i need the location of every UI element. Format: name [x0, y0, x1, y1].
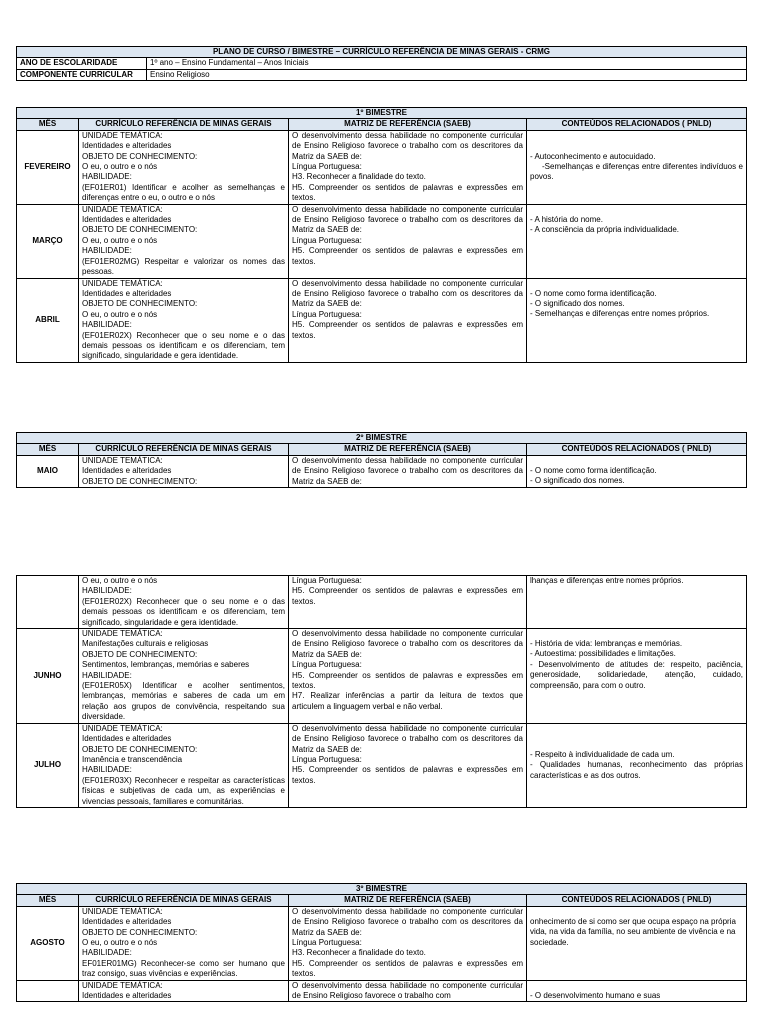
cell-line: Identidades e alteridades [82, 215, 172, 225]
cell-line: O desenvolvimento dessa habilidade no componente curricular de Ensino Religioso favorece o trabalho com os descritores da Matriz da SAEB de: [292, 455, 523, 486]
month-cell [17, 576, 79, 629]
cell-line: Identidades e alteridades [82, 288, 172, 298]
cell-line: O eu, o outro e o nós [82, 162, 158, 172]
table-row [17, 278, 747, 362]
matrix-cell [289, 980, 527, 1002]
cell-line: O eu, o outro e o nós [82, 235, 158, 245]
month-cell: AGOSTO [17, 906, 79, 980]
cell-line: Língua Portuguesa: [292, 938, 362, 948]
month-cell: MARÇO [17, 204, 79, 278]
curriculum-cell [79, 723, 289, 807]
cell-line: HABILIDADE: [82, 586, 132, 596]
contents-cell [527, 906, 747, 980]
cell-line: O eu, o outro e o nós [82, 938, 158, 948]
grade-label: ANO DE ESCOLARIDADE [17, 58, 147, 69]
cell-line: - Respeito à individualidade de cada um. [530, 749, 675, 759]
cell-line: OBJETO DE CONHECIMENTO: [82, 151, 198, 161]
curriculum-cell [79, 906, 289, 980]
table-row [17, 723, 747, 807]
matrix-cell [289, 723, 527, 807]
matrix-cell [289, 130, 527, 204]
cell-line: O desenvolvimento dessa habilidade no componente curricular de Ensino Religioso favorece o trabalho com os descritores da Matriz da SAEB de: [292, 278, 523, 309]
matrix-cell [289, 629, 527, 724]
cell-line: - Autoestima: possibilidades e limitações. [530, 649, 676, 659]
cell-line: (EF01ER02X) Reconhecer que o seu nome e o das demais pessoas os identificam e os diferenciam, tem significado, singularidade e gera identidade. [82, 596, 285, 627]
cell-line: OBJETO DE CONHECIMENTO: [82, 744, 198, 754]
matrix-cell [289, 455, 527, 487]
component-value: Ensino Religioso [147, 69, 747, 80]
col-month-header: MÊS [17, 444, 79, 455]
cell-line: UNIDADE TEMÁTICA: [82, 906, 163, 916]
table-row [17, 455, 747, 487]
contents-cell [527, 576, 747, 629]
table-row [17, 629, 747, 724]
cell-line: Manifestações culturais e religiosas [82, 639, 209, 649]
col-matrix-header: MATRIZ DE REFERÊNCIA (SAEB) [289, 895, 527, 906]
bimester-1-table [16, 107, 747, 363]
cell-line: HABILIDADE: [82, 246, 132, 256]
bimester-title: 1º BIMESTRE [17, 108, 747, 119]
cell-line: - Desenvolvimento de atitudes de: respeito, paciência, generosidade, solidariedade, atenção, cuidado, compreensão, para com o outro. [530, 659, 743, 690]
curriculum-cell [79, 980, 289, 1002]
contents-cell [527, 278, 747, 362]
cell-line: HABILIDADE: [82, 670, 132, 680]
cell-line: Sentimentos, lembranças, memórias e saberes [82, 660, 250, 670]
bimester-title: 2º BIMESTRE [17, 433, 747, 444]
header-table [16, 46, 747, 81]
cell-line: - História de vida: lembranças e memórias. [530, 639, 683, 649]
cell-line: H7. Realizar inferências a partir da leitura de textos que articulem a linguagem verbal e não verbal. [292, 691, 523, 711]
cell-line: O eu, o outro e o nós [82, 309, 158, 319]
cell-line: H3. Reconhecer a finalidade do texto. [292, 172, 426, 182]
cell-line: Língua Portuguesa: [292, 162, 362, 172]
table-row [17, 980, 747, 1002]
cell-line: Identidades e alteridades [82, 734, 172, 744]
contents-cell [527, 980, 747, 1002]
col-month-header: MÊS [17, 119, 79, 130]
cell-line: - Qualidades humanas, reconhecimento das próprias características e as dos outros. [530, 760, 743, 780]
curriculum-cell [79, 455, 289, 487]
cell-line: (EF01ER03X) Reconhecer e respeitar as características físicas e subjetivas de cada um, as experiências e vivencias pessoais, familiares e comunitárias. [82, 775, 285, 806]
cell-line: UNIDADE TEMÁTICA: [82, 629, 163, 639]
matrix-cell [289, 576, 527, 629]
cell-line: (EF01ER02X) Reconhecer que o seu nome e o das demais pessoas os identificam e os diferenciam, tem significado, singularidade e gera identidade. [82, 330, 285, 361]
cell-line: (EF01ER01) Identificar e acolher as semelhanças e diferenças entre o eu, o outro e o nós [82, 182, 285, 203]
month-cell: JUNHO [17, 629, 79, 724]
col-month-header: MÊS [17, 895, 79, 906]
curriculum-cell [79, 629, 289, 724]
bimester-title: 3º BIMESTRE [17, 884, 747, 895]
cell-line: Língua Portuguesa: [292, 754, 362, 764]
cell-line: HABILIDADE: [82, 320, 132, 330]
col-contents-header: CONTEÚDOS RELACIONADOS ( PNLD) [527, 895, 747, 906]
bimester-2-table [16, 432, 747, 488]
cell-line: H5. Compreender os sentidos de palavras e expressões em textos. [292, 320, 523, 340]
cell-line: O desenvolvimento dessa habilidade no componente curricular de Ensino Religioso favorece o trabalho com os descritores da Matriz da SAEB de: [292, 723, 523, 754]
col-curriculum-header: CURRÍCULO REFERÊNCIA DE MINAS GERAIS [79, 895, 289, 906]
cell-line: O desenvolvimento dessa habilidade no componente curricular de Ensino Religioso favorece o trabalho com [292, 980, 523, 1001]
matrix-cell [289, 204, 527, 278]
cell-line: OBJETO DE CONHECIMENTO: [82, 649, 198, 659]
contents-cell [527, 629, 747, 724]
cell-line: - O significado dos nomes. [530, 476, 625, 486]
cell-line: O desenvolvimento dessa habilidade no componente curricular de Ensino Religioso favorece o trabalho com os descritores da Matriz da SAEB de: [292, 130, 523, 161]
cell-line: OBJETO DE CONHECIMENTO: [82, 225, 198, 235]
cell-line: (EF01ER02MG) Respeitar e valorizar os nomes das pessoas. [82, 256, 285, 277]
cell-line: Língua Portuguesa: [292, 309, 362, 319]
component-label: COMPONENTE CURRICULAR [17, 69, 147, 80]
cell-line: - O significado dos nomes. [530, 298, 625, 308]
table-row [17, 204, 747, 278]
cell-line: lhanças e diferenças entre nomes próprios. [530, 576, 684, 585]
cell-line: UNIDADE TEMÁTICA: [82, 278, 163, 288]
cell-line: - O desenvolvimento humano e suas [530, 990, 661, 1000]
cell-line: Identidades e alteridades [82, 917, 172, 927]
cell-line: - O nome como forma identificação. [530, 465, 657, 475]
cell-line: OBJETO DE CONHECIMENTO: [82, 476, 198, 486]
curriculum-cell [79, 576, 289, 629]
bimester-3-table [16, 883, 747, 1002]
bimester-2-continuation-table [16, 575, 747, 808]
cell-line: H5. Compreender os sentidos de palavras e expressões em textos. [292, 670, 523, 691]
month-cell: JULHO [17, 723, 79, 807]
cell-line: - Autoconhecimento e autocuidado. [530, 151, 656, 161]
col-matrix-header: MATRIZ DE REFERÊNCIA (SAEB) [289, 444, 527, 455]
cell-line: OBJETO DE CONHECIMENTO: [82, 927, 198, 937]
month-cell: FEVEREIRO [17, 130, 79, 204]
cell-line: UNIDADE TEMÁTICA: [82, 980, 163, 990]
matrix-cell [289, 906, 527, 980]
cell-line: - A consciência da própria individualidade. [530, 225, 679, 235]
month-cell [17, 980, 79, 1002]
cell-line: UNIDADE TEMÁTICA: [82, 723, 163, 733]
cell-line: H5. Compreender os sentidos de palavras e expressões em textos. [292, 246, 523, 266]
month-cell: MAIO [17, 455, 79, 487]
cell-line: - A história do nome. [530, 214, 603, 224]
cell-line: Imanência e transcendência [82, 754, 183, 764]
cell-line: H3. Reconhecer a finalidade do texto. [292, 948, 426, 958]
contents-cell [527, 204, 747, 278]
cell-line: onhecimento de si como ser que ocupa espaço na própria vida, na vida da família, no seu ambiente de vivência e na sociedade. [530, 916, 736, 947]
cell-line: HABILIDADE: [82, 765, 132, 775]
cell-line: Identidades e alteridades [82, 991, 172, 1001]
cell-line: H5. Compreender os sentidos de palavras e expressões em textos. [292, 586, 523, 606]
cell-line: Língua Portuguesa: [292, 235, 362, 245]
cell-line: H5. Compreender os sentidos de palavras e expressões em textos. [292, 765, 523, 785]
cell-line: HABILIDADE: [82, 948, 132, 958]
table-row [17, 130, 747, 204]
curriculum-cell [79, 204, 289, 278]
table-row [17, 576, 747, 629]
matrix-cell [289, 278, 527, 362]
cell-line: - O nome como forma identificação. [530, 288, 657, 298]
plan-title: PLANO DE CURSO / BIMESTRE – CURRÍCULO REFERÊNCIA DE MINAS GERAIS - CRMG [17, 47, 747, 58]
cell-line: O desenvolvimento dessa habilidade no componente curricular de Ensino Religioso favorece o trabalho com os descritores da Matriz da SAEB de: [292, 204, 523, 235]
cell-line: UNIDADE TEMÁTICA: [82, 455, 163, 465]
cell-line: Língua Portuguesa: [292, 660, 362, 670]
cell-line: Identidades e alteridades [82, 466, 172, 476]
cell-line: - Semelhanças e diferenças entre nomes próprios. [530, 309, 710, 319]
col-curriculum-header: CURRÍCULO REFERÊNCIA DE MINAS GERAIS [79, 119, 289, 130]
contents-cell [527, 455, 747, 487]
curriculum-cell [79, 130, 289, 204]
cell-line: UNIDADE TEMÁTICA: [82, 130, 163, 140]
cell-line: (EF01ER05X) Identificar e acolher sentimentos, lembranças, memórias e saberes de cada um em relação aos grupos de convivência, respeitando sua diversidade. [82, 681, 285, 722]
cell-line: O desenvolvimento dessa habilidade no componente curricular de Ensino Religioso favorece o trabalho com os descritores da Matriz da SAEB de: [292, 906, 523, 937]
cell-line: O desenvolvimento dessa habilidade no componente curricular de Ensino Religioso favorece o trabalho com os descritores da Matriz da SAEB de: [292, 629, 523, 659]
col-contents-header: CONTEÚDOS RELACIONADOS ( PNLD) [527, 119, 747, 130]
contents-cell [527, 723, 747, 807]
cell-line: HABILIDADE: [82, 172, 132, 182]
month-cell: ABRIL [17, 278, 79, 362]
col-contents-header: CONTEÚDOS RELACIONADOS ( PNLD) [527, 444, 747, 455]
table-row [17, 906, 747, 980]
col-curriculum-header: CURRÍCULO REFERÊNCIA DE MINAS GERAIS [79, 444, 289, 455]
cell-line: EF01ER01MG) Reconhecer-se como ser humano que traz consigo, suas vivências e experiências. [82, 958, 285, 979]
contents-cell [527, 130, 747, 204]
cell-line: OBJETO DE CONHECIMENTO: [82, 299, 198, 309]
cell-line: O eu, o outro e o nós [82, 576, 158, 585]
cell-line: Identidades e alteridades [82, 141, 172, 151]
cell-line: H5. Compreender os sentidos de palavras e expressões em textos. [292, 182, 523, 203]
cell-line: H5. Compreender os sentidos de palavras e expressões em textos. [292, 958, 523, 979]
col-matrix-header: MATRIZ DE REFERÊNCIA (SAEB) [289, 119, 527, 130]
cell-line: Língua Portuguesa: [292, 576, 362, 585]
cell-line: UNIDADE TEMÁTICA: [82, 204, 163, 214]
cell-line: -Semelhanças e diferenças entre diferentes indivíduos e povos. [530, 162, 743, 182]
grade-value: 1º ano – Ensino Fundamental – Anos Iniciais [147, 58, 747, 69]
curriculum-cell [79, 278, 289, 362]
